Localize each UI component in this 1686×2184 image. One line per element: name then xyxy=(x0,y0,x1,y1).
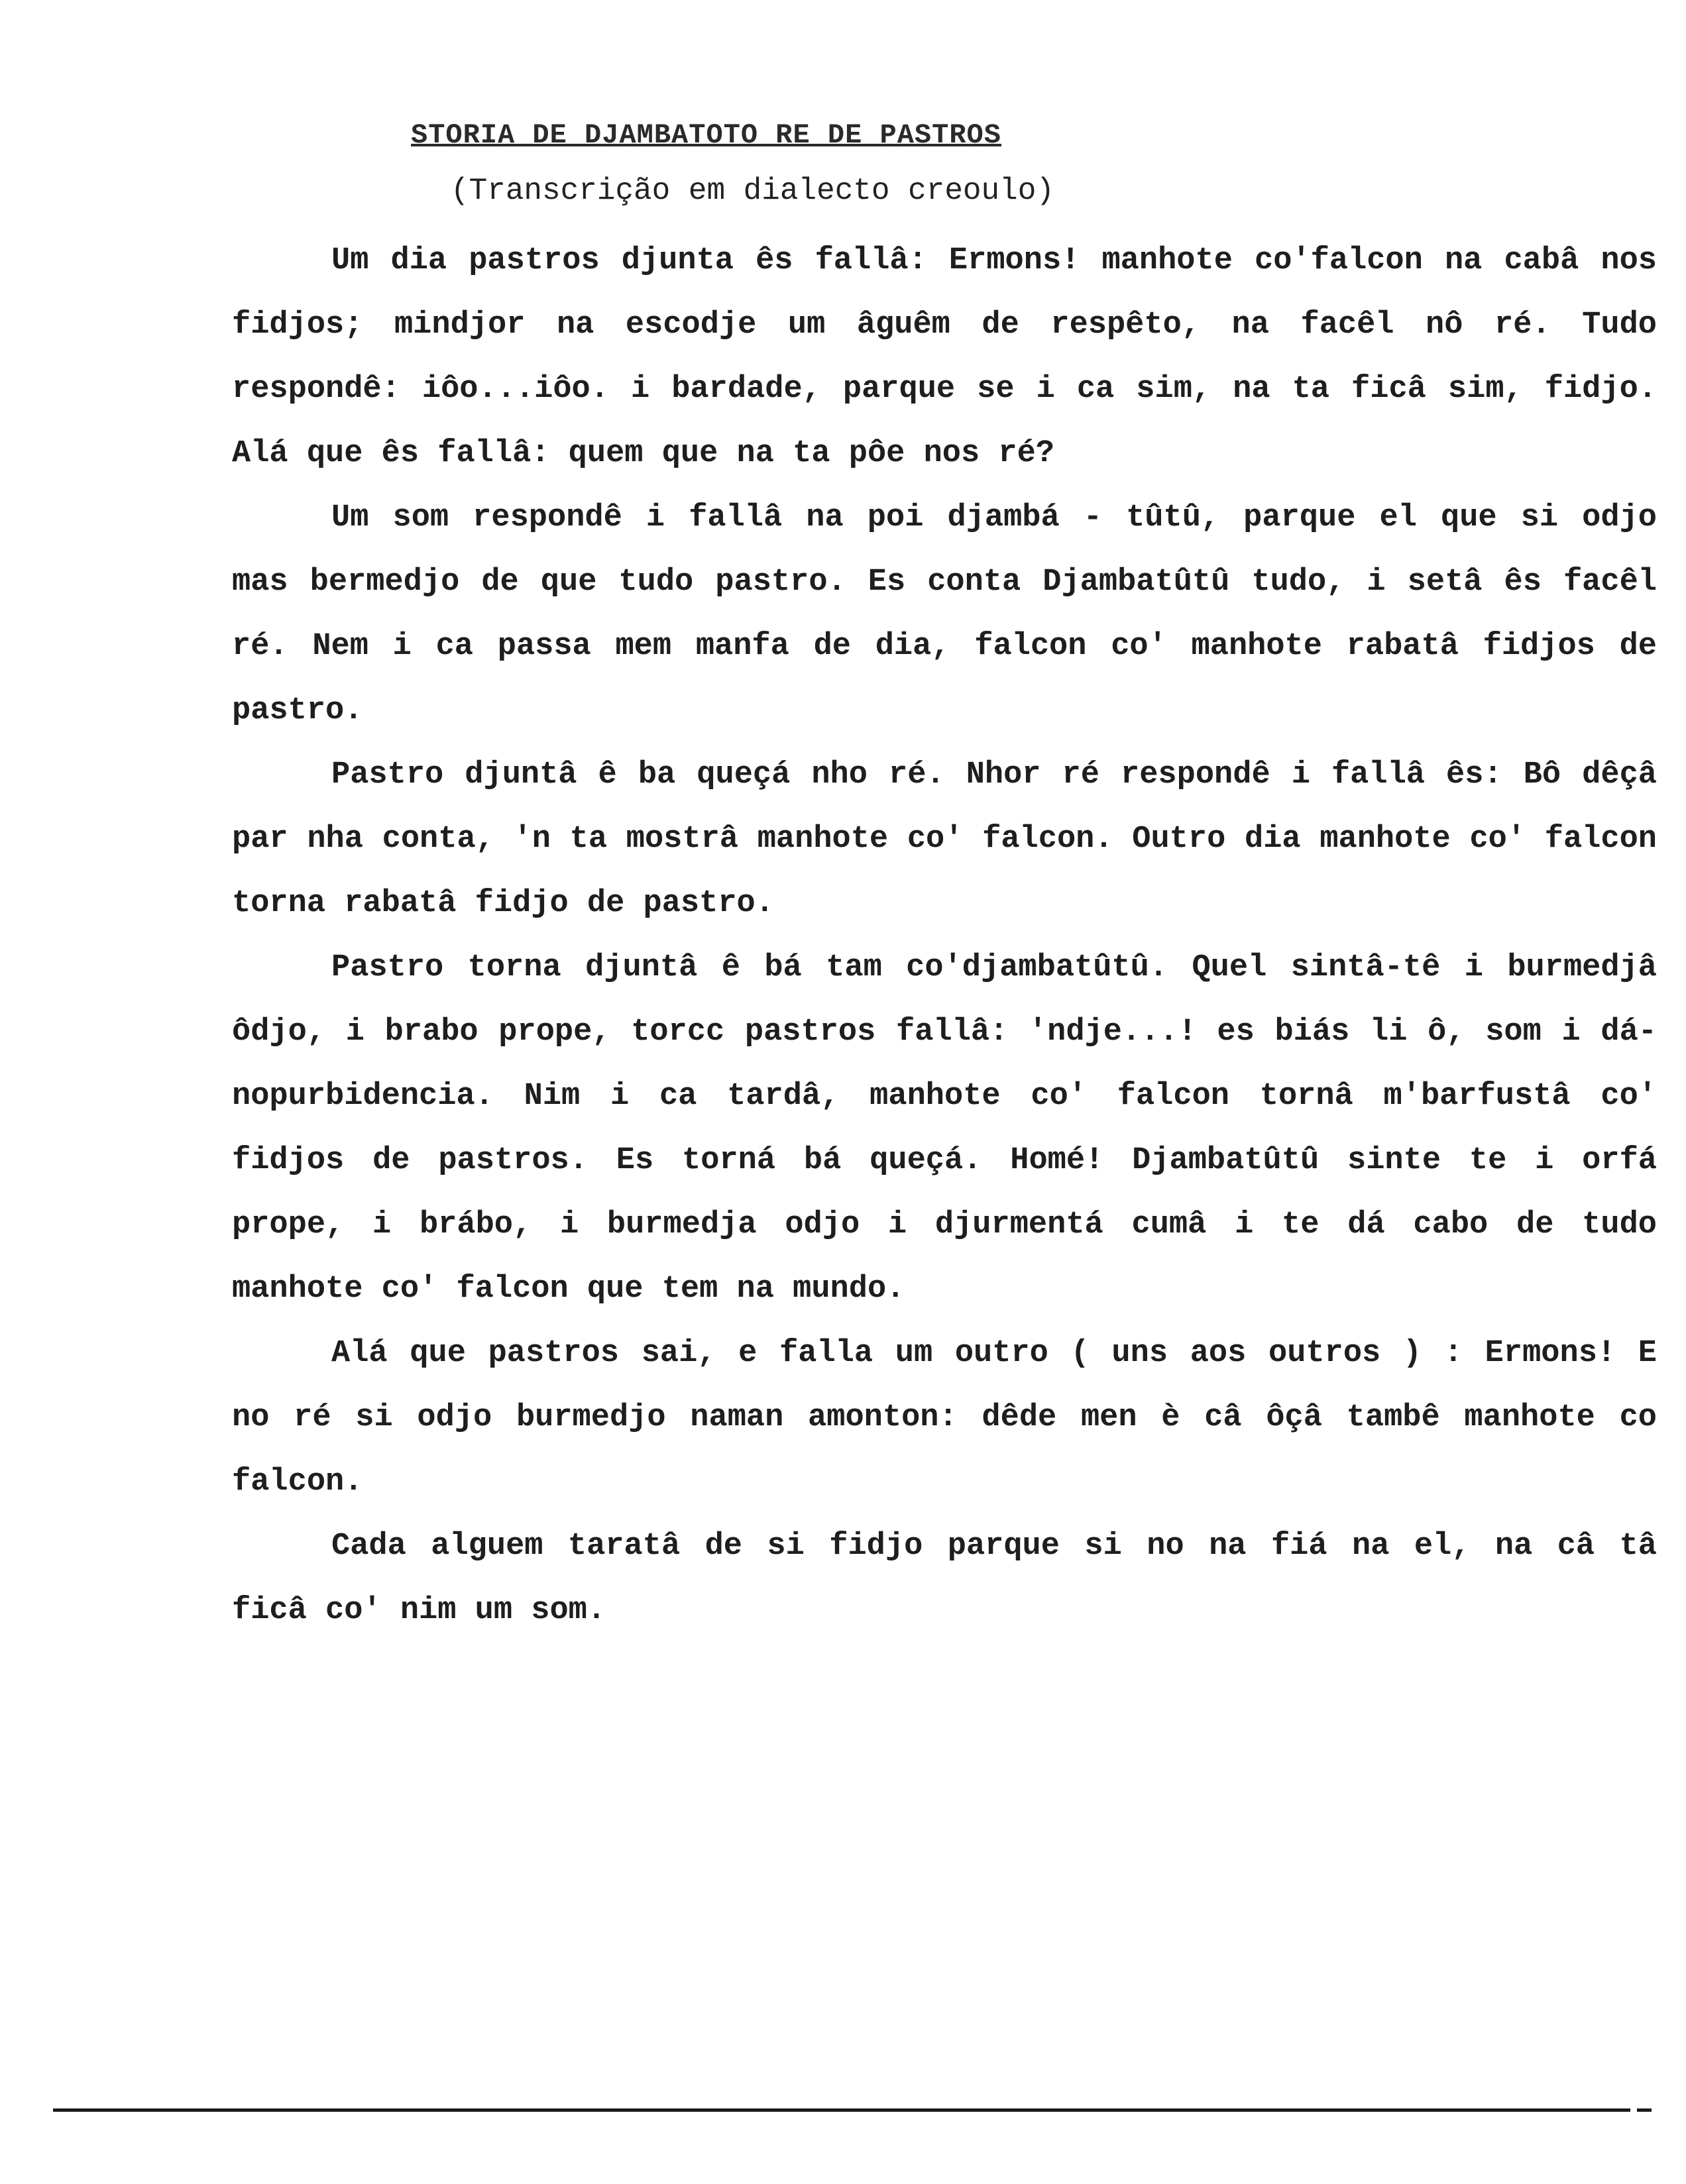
footer-rule-end xyxy=(1637,2108,1652,2112)
document-body xyxy=(232,229,1657,1643)
document-title: STORIA DE DJAMBATOTO RE DE PASTROS xyxy=(411,119,1001,151)
paragraph-3: Pastro djuntâ ê ba queçá nho ré. Nhor ré respondê i fallâ ês: Bô dêçâ par nha conta, 'n ta mostrâ manhote co' falcon. Outro dia manhote co' falcon torna rabatâ fidjo de pastro. xyxy=(232,757,1657,921)
document-subtitle: (Transcrição em dialecto creoulo) xyxy=(451,174,1054,208)
paragraph-1: Um dia pastros djunta ês fallâ: Ermons! manhote co'falcon na cabâ nos fidjos; mindjor na escodje um âguêm de respêto, na facêl nô ré. Tudo respondê: iôo...iôo. i bardade, parque se i ca sim, na ta ficâ sim, fidjo. Alá que ês fallâ: quem que na ta pôe nos ré? xyxy=(232,243,1657,471)
footer-rule xyxy=(53,2108,1630,2112)
paragraph-5: Alá que pastros sai, e falla um outro ( uns aos outros ) : Ermons! E no ré si odjo burmedjo naman amonton: dêde men è câ ôçâ tambê manhote co falcon. xyxy=(232,1336,1657,1500)
paragraph-6: Cada alguem taratâ de si fidjo parque si no na fiá na el, na câ tâ ficâ co' nim um som. xyxy=(232,1529,1657,1628)
paragraph-2: Um som respondê i fallâ na poi djambá - tûtû, parque el que si odjo mas bermedjo de que tudo pastro. Es conta Djambatûtû tudo, i setâ ês facêl ré. Nem i ca passa mem manfa de dia, falcon co' manhote rabatâ fidjos de pastro. xyxy=(232,500,1657,728)
paragraph-4: Pastro torna djuntâ ê bá tam co'djambatûtû. Quel sintâ-tê i burmedjâ ôdjo, i brabo prope, torcc pastros fallâ: 'ndje...! es biás li ô, som i dá-nopurbidencia. Nim i ca tardâ, manhote co' falcon tornâ m'barfustâ co' fidjos de pastros. Es torná bá queçá. Homé! Djambatûtû sinte te i orfá prope, i brábo, i burmedja odjo i djurmentá cumâ i te dá cabo de tudo manhote co' falcon que tem na mundo. xyxy=(232,950,1657,1307)
